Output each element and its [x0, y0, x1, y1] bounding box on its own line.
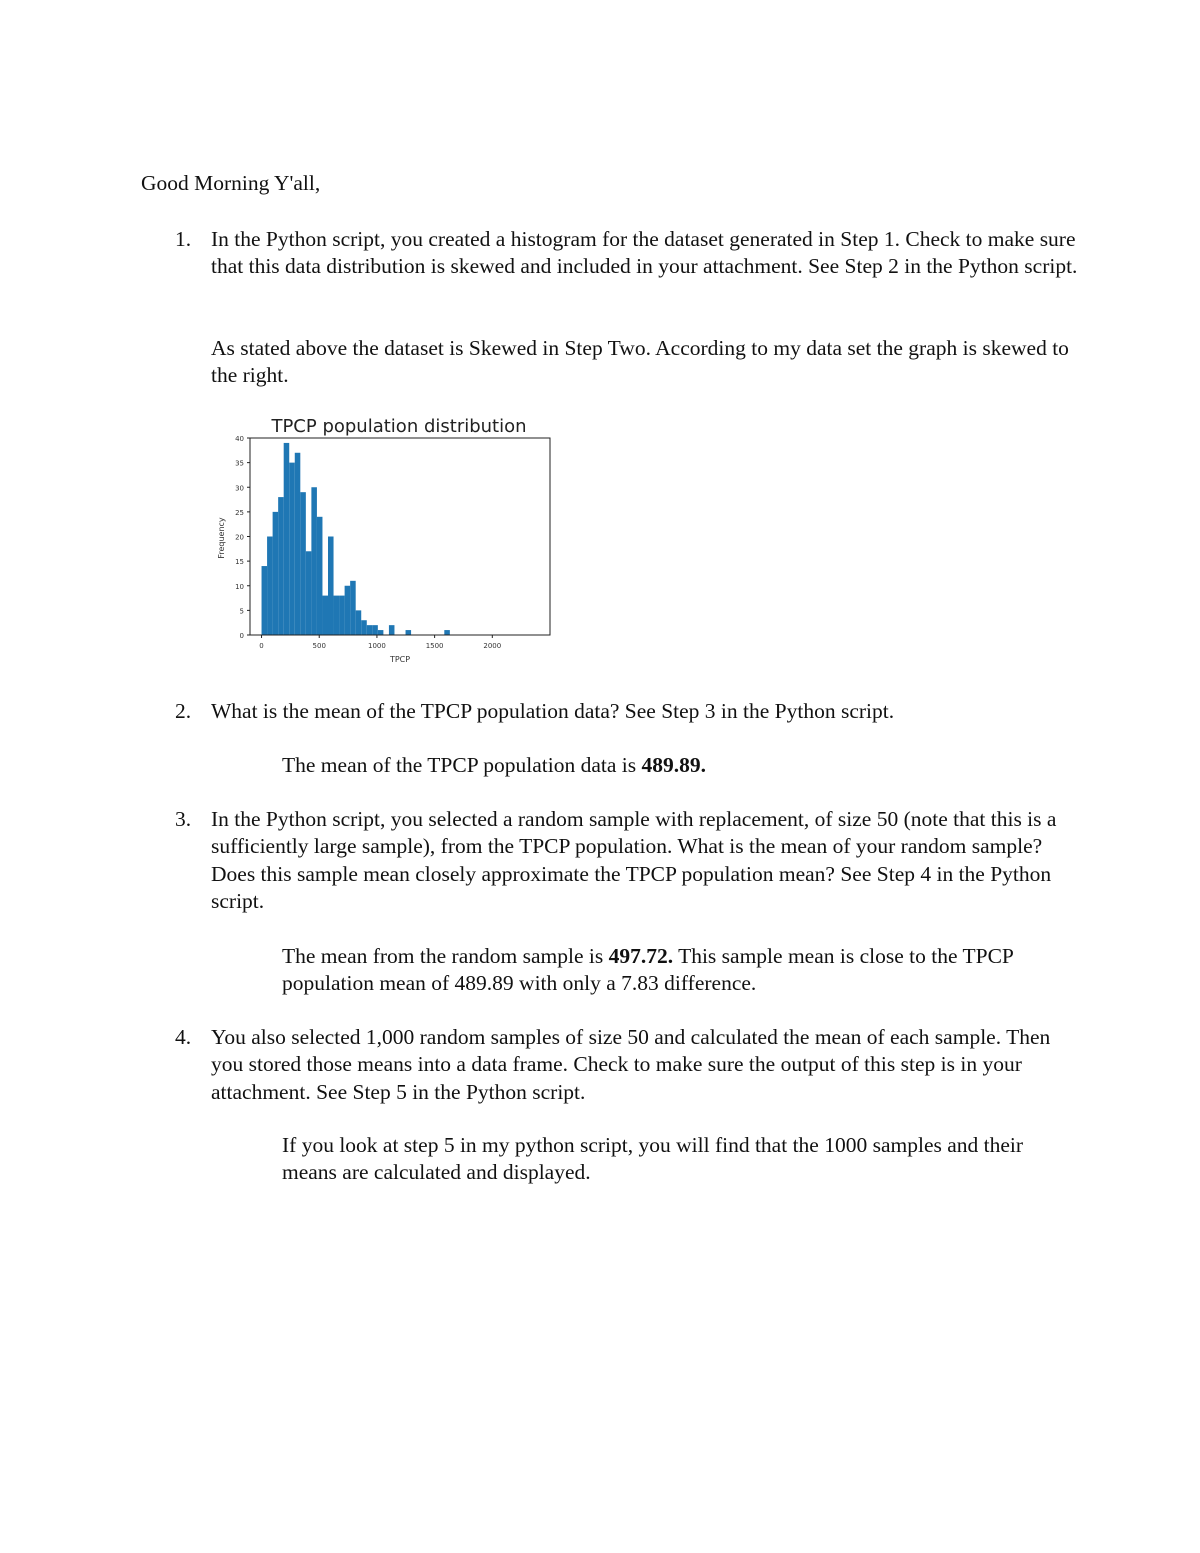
- histogram-bar: [339, 596, 345, 635]
- histogram-bar: [378, 630, 384, 635]
- y-tick-label: 15: [235, 558, 244, 567]
- item-question: In the Python script, you selected a random sample with replacement, of size 50 (note that this is a sufficiently large sample), from the TPCP population. What is the mean of your random sample? Does this sample mean closely approximate the TPCP population mean? See Step 4 in the Python script.: [211, 807, 1057, 913]
- histogram-bar: [389, 625, 395, 635]
- x-tick-label: 1000: [368, 642, 386, 650]
- histogram-bars: [262, 443, 450, 635]
- item-3-answer: [282, 943, 1052, 998]
- y-tick-label: 30: [235, 484, 244, 493]
- histogram-bar: [262, 566, 268, 635]
- answer-text: The mean of the TPCP population data is: [282, 753, 642, 777]
- histogram-bar: [328, 537, 334, 636]
- histogram-bar: [311, 487, 317, 635]
- x-axis-label: TPCP: [389, 655, 411, 664]
- histogram-bar: [350, 581, 356, 635]
- y-tick-label: 40: [235, 435, 244, 443]
- chart-title: TPCP population distribution: [271, 416, 527, 437]
- histogram-bar: [361, 620, 367, 635]
- item-number: 1.: [175, 227, 192, 251]
- item-number: 3.: [175, 807, 192, 831]
- y-tick-label: 10: [235, 582, 244, 591]
- y-axis-label: Frequency: [217, 517, 226, 559]
- item-4-answer: If you look at step 5 in my python script, you will find that the 1000 samples and their means are calculated and displayed.: [282, 1133, 1024, 1185]
- item-2-answer: [282, 752, 1072, 779]
- item-1-answer: As stated above the dataset is Skewed in Step Two. According to my data set the graph is skewed to the right.: [211, 336, 1069, 388]
- histogram-bar: [306, 551, 312, 635]
- histogram-bar: [300, 492, 306, 635]
- histogram-chart: [212, 410, 562, 670]
- histogram-bar: [322, 596, 328, 635]
- histogram-bar: [406, 630, 412, 635]
- histogram-bar: [289, 463, 295, 635]
- y-tick-label: 5: [239, 607, 244, 616]
- x-tick-label: 500: [312, 642, 326, 650]
- item-question: What is the mean of the TPCP population data? See Step 3 in the Python script.: [211, 699, 895, 723]
- answer-text-suffix: This sample mean is close to the TPCP population mean of 489.89 with only a 7.83 difference.: [282, 944, 1014, 996]
- item-question: In the Python script, you created a histogram for the dataset generated in Step 1. Check to make sure that this data distribution is skewed and included in your attachment. See Step 2 in the Python script.: [211, 227, 1078, 279]
- histogram-bar: [334, 596, 340, 635]
- histogram-bar: [295, 453, 301, 635]
- list-item-2: [141, 698, 1081, 725]
- x-axis-ticks: [259, 635, 501, 650]
- histogram-bar: [367, 625, 373, 635]
- histogram-bar: [444, 630, 450, 635]
- greeting: Good Morning Y'all,: [141, 171, 321, 195]
- sample-mean-value: 497.72.: [608, 944, 674, 968]
- item-question: You also selected 1,000 random samples of size 50 and calculated the mean of each sample. Then you stored those means into a data frame. Check to make sure the output of this step is in your attachment. See Step 5 in the Python script.: [211, 1025, 1051, 1104]
- item-number: 2.: [175, 699, 192, 723]
- mean-value: 489.89.: [641, 753, 706, 777]
- histogram-bar: [284, 443, 290, 635]
- x-tick-label: 1500: [425, 642, 444, 650]
- histogram-bar: [273, 512, 279, 635]
- y-tick-label: 0: [239, 632, 244, 640]
- answer-text: The mean from the random sample is: [282, 944, 609, 968]
- histogram-bar: [345, 586, 351, 635]
- histogram-bar: [372, 625, 378, 635]
- y-tick-label: 20: [235, 533, 244, 542]
- x-tick-label: 2000: [483, 642, 502, 650]
- x-tick-label: 0: [259, 642, 264, 650]
- list-item-3: [141, 806, 1081, 915]
- histogram-bar: [356, 610, 362, 635]
- y-axis-ticks: [235, 435, 250, 640]
- list-item-4: [141, 1024, 1081, 1106]
- y-tick-label: 35: [235, 459, 244, 468]
- histogram-bar: [278, 497, 284, 635]
- histogram-bar: [317, 517, 323, 635]
- y-tick-label: 25: [235, 508, 244, 517]
- histogram-bar: [267, 537, 273, 636]
- list-item-1: [141, 226, 1081, 281]
- item-number: 4.: [175, 1025, 192, 1049]
- histogram-figure: [212, 410, 562, 670]
